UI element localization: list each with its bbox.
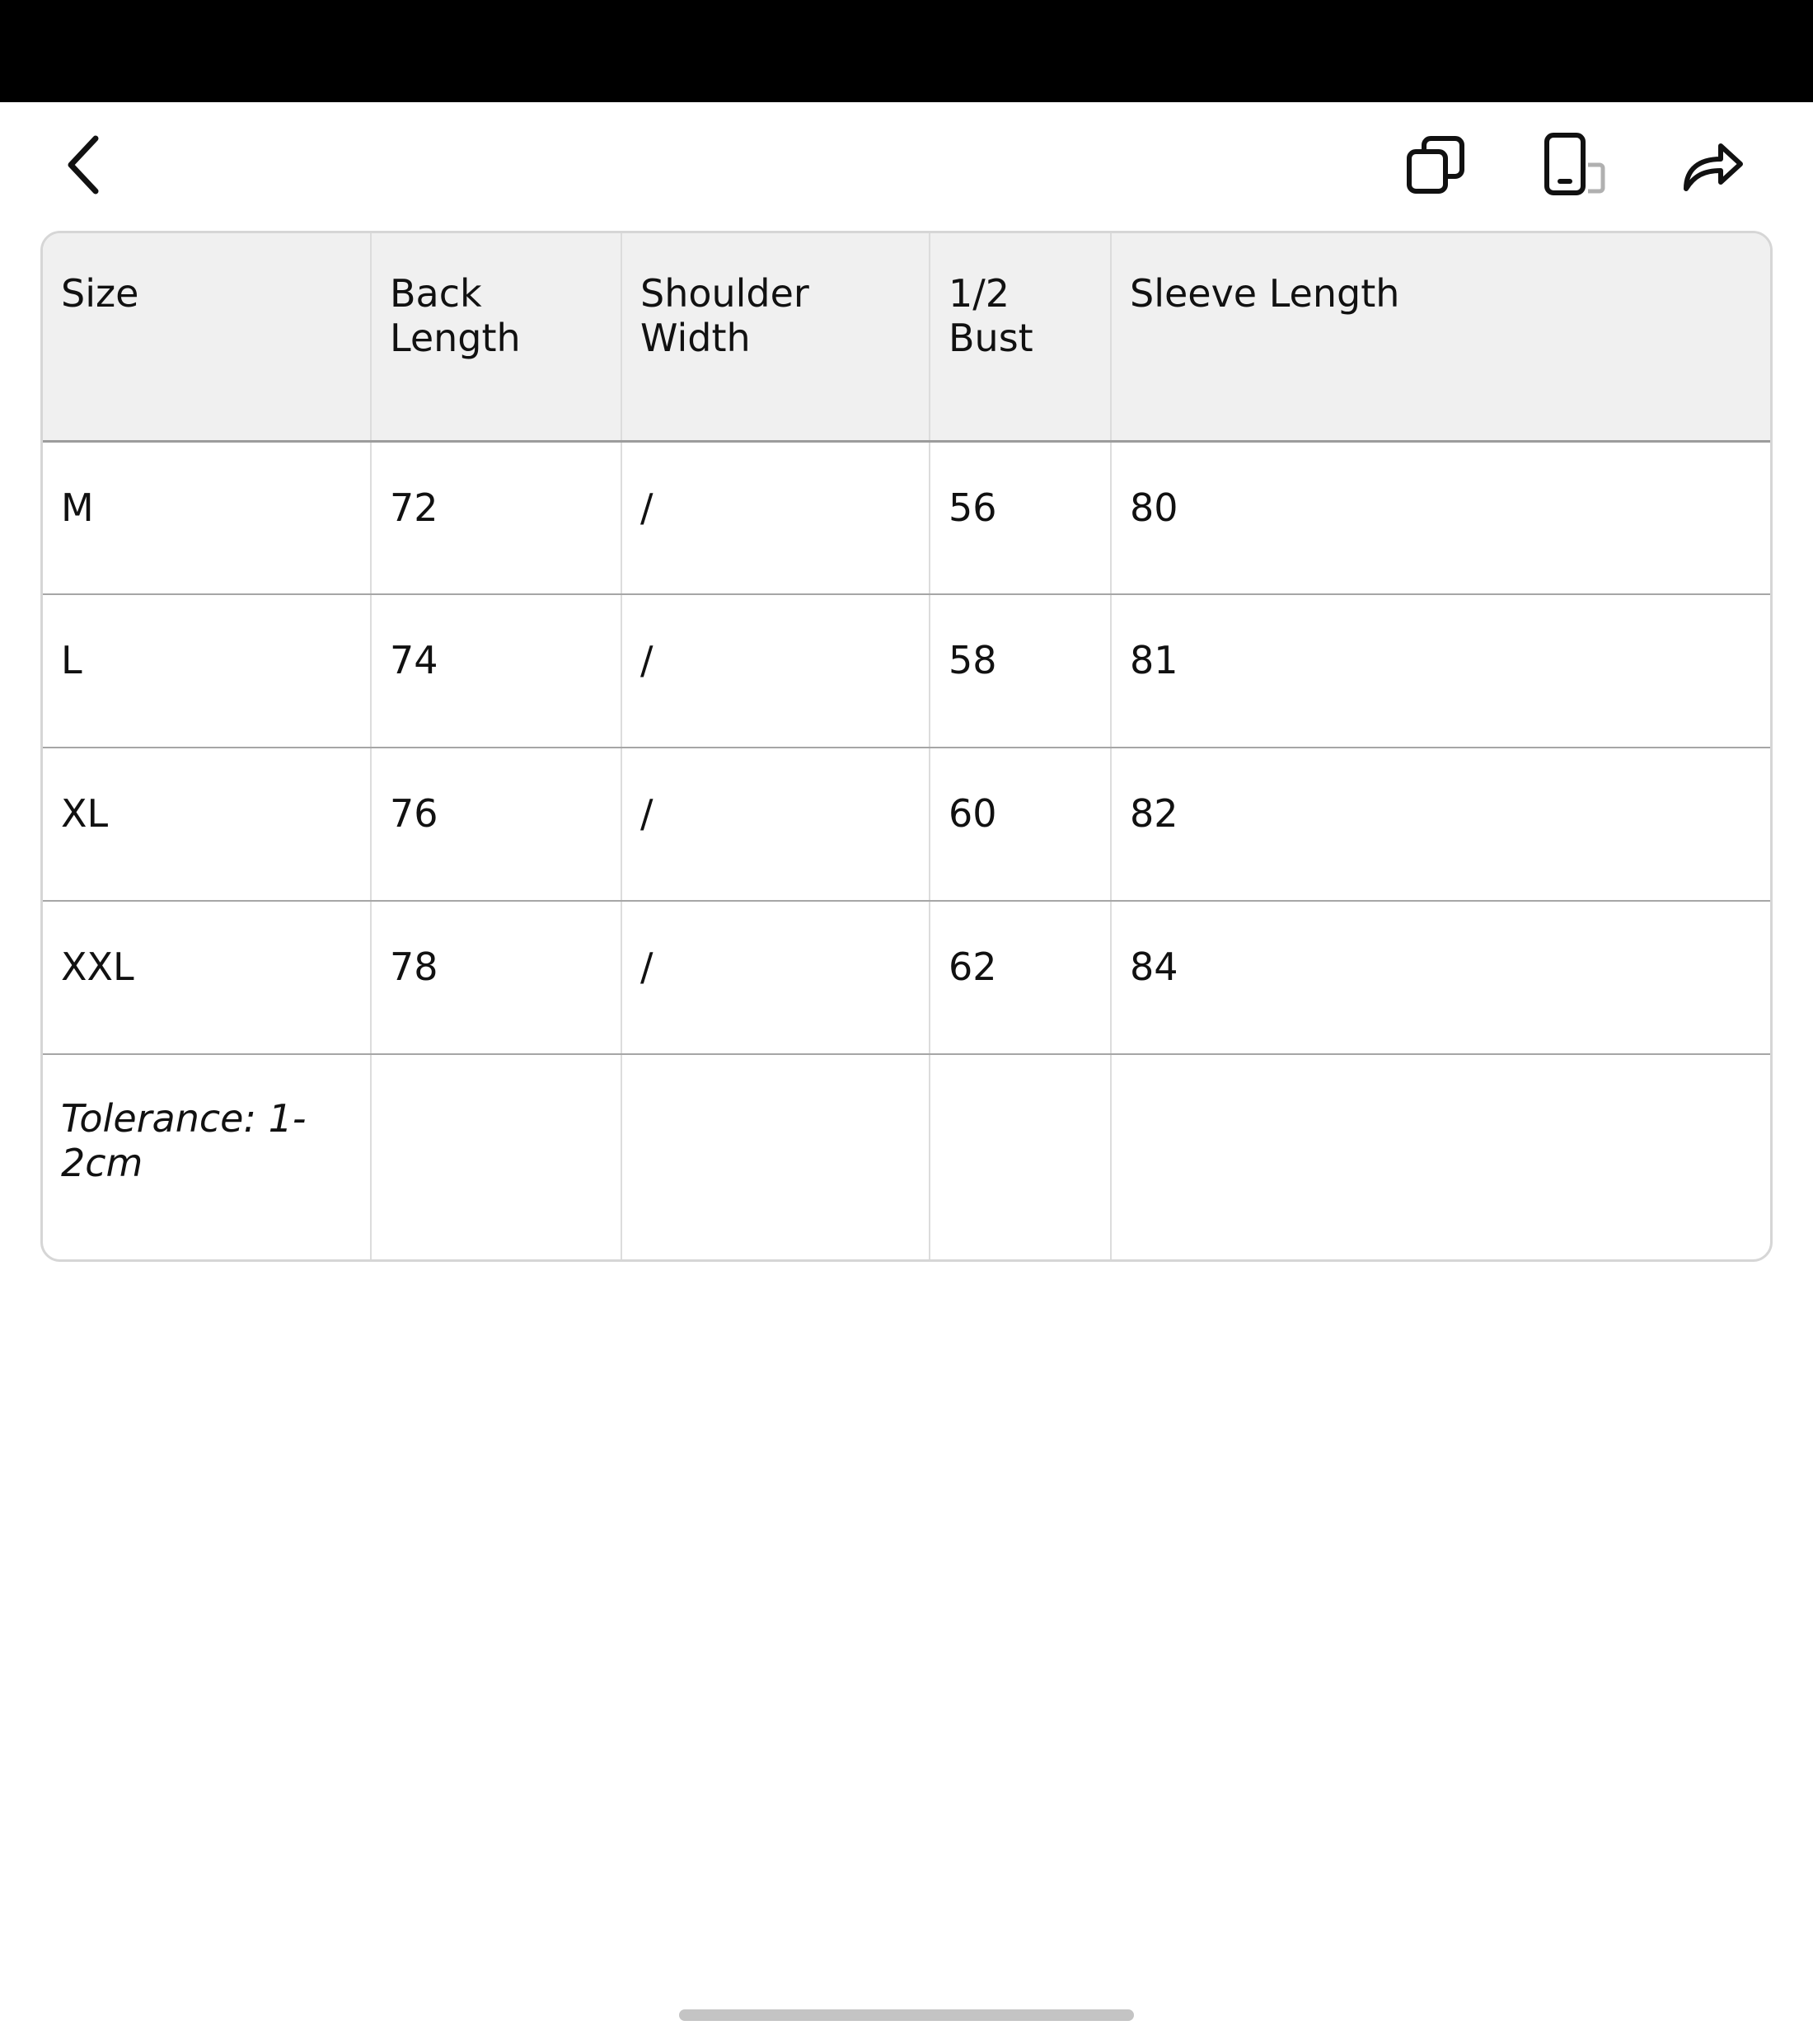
status-bar	[0, 0, 1813, 102]
table-cell: 82	[1111, 748, 1770, 901]
table-cell: XXL	[43, 901, 371, 1054]
table-cell: 78	[371, 901, 621, 1054]
table-cell: 80	[1111, 441, 1770, 594]
table-row	[43, 441, 1770, 594]
table-cell: /	[621, 901, 930, 1054]
chevron-left-icon	[59, 132, 109, 198]
copy-icon	[1404, 134, 1467, 196]
header-back-length: Back Length	[371, 233, 621, 441]
table-cell: 76	[371, 748, 621, 901]
table-cell: 81	[1111, 594, 1770, 748]
tolerance-note: Tolerance: 1-2cm	[43, 1054, 371, 1259]
table-cell: 60	[930, 748, 1111, 901]
table-cell: 56	[930, 441, 1111, 594]
table-cell-empty	[621, 1054, 930, 1259]
table-cell: /	[621, 594, 930, 748]
share-icon	[1679, 136, 1745, 194]
table-cell: XL	[43, 748, 371, 901]
table-header-row	[43, 233, 1770, 441]
table-row	[43, 901, 1770, 1054]
table-cell: /	[621, 748, 930, 901]
phone-switch-icon	[1540, 132, 1611, 198]
table-cell-empty	[930, 1054, 1111, 1259]
table-cell: 74	[371, 594, 621, 748]
table-cell: 62	[930, 901, 1111, 1054]
table-cell-empty	[1111, 1054, 1770, 1259]
header-size: Size	[43, 233, 371, 441]
table-row	[43, 748, 1770, 901]
table-cell: 58	[930, 594, 1111, 748]
table-cell: 72	[371, 441, 621, 594]
top-toolbar	[0, 102, 1813, 231]
table-cell: 84	[1111, 901, 1770, 1054]
table-cell: L	[43, 594, 371, 748]
table-cell-empty	[371, 1054, 621, 1259]
table-cell: M	[43, 441, 371, 594]
home-indicator[interactable]	[679, 2009, 1134, 2021]
tolerance-row	[43, 1054, 1770, 1259]
table-cell: /	[621, 441, 930, 594]
header-sleeve-length: Sleeve Length	[1111, 233, 1770, 441]
copy-button[interactable]	[1394, 124, 1477, 206]
share-button[interactable]	[1671, 124, 1754, 206]
header-half-bust: 1/2 Bust	[930, 233, 1111, 441]
table-row	[43, 594, 1770, 748]
device-switch-button[interactable]	[1534, 124, 1617, 206]
back-button[interactable]	[43, 124, 125, 206]
size-chart-table	[40, 231, 1773, 1262]
header-shoulder-width: Shoulder Width	[621, 233, 930, 441]
